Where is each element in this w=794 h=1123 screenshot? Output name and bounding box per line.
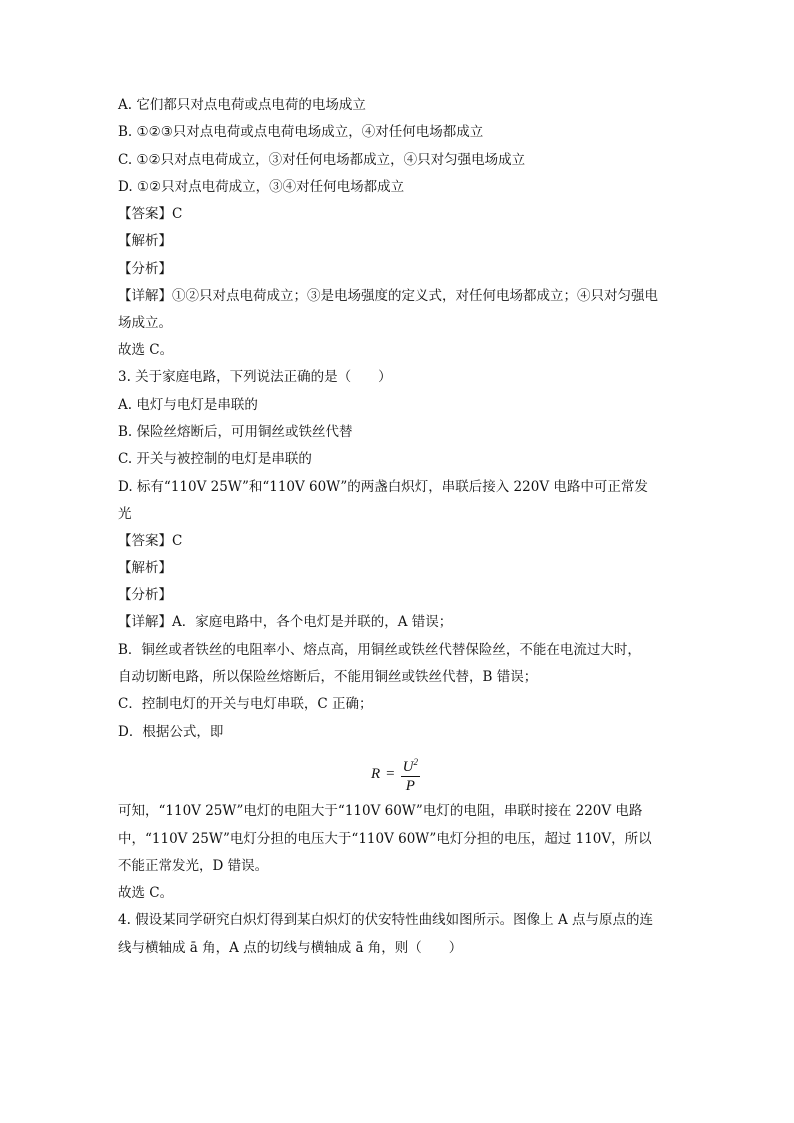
formula-denominator: P	[405, 778, 415, 794]
q2-analysis-heading: 【解析】	[118, 233, 172, 249]
q2-option-b: B. ①②③只对点电荷或点电荷电场成立，④对任何电场都成立	[118, 124, 484, 140]
q2-conclusion: 故选 C。	[118, 342, 174, 358]
power-resistance-formula	[371, 754, 420, 795]
q3-answer: 【答案】C	[118, 533, 183, 549]
q3-option-a: A. 电灯与电灯是串联的	[118, 397, 258, 413]
q3-detail-d-line-2: 可知，“110V 25W”电灯的电阻大于“110V 60W”电灯的电阻，串联时接在 220V 电路	[118, 803, 643, 819]
q3-option-b: B. 保险丝熔断后，可用铜丝或铁丝代替	[118, 424, 353, 440]
q3-detail-b-line-2: 自动切断电路，所以保险丝熔断后，不能用铜丝或铁丝代替，B 错误；	[118, 669, 538, 685]
q2-answer: 【答案】C	[118, 206, 183, 222]
q3-stem: 3. 关于家庭电路，下列说法正确的是（ ）	[118, 369, 392, 385]
q3-detail-b-line-1: B．铜丝或者铁丝的电阻率小、熔点高，用铜丝或铁丝代替保险丝，不能在电流过大时，	[118, 642, 641, 658]
q3-detail-a: 【详解】A．家庭电路中，各个电灯是并联的，A 错误；	[118, 614, 453, 630]
q3-detail-d: D．根据公式，即	[118, 724, 224, 740]
formula-equals: =	[386, 766, 395, 782]
q3-option-d-line-1: D. 标有“110V 25W”和“110V 60W”的两盏白炽灯，串联后接入 220V 电路中可正常发	[118, 479, 648, 495]
q4-stem-line-1: 4. 假设某同学研究白炽灯得到某白炽灯的伏安特性曲线如图所示。图像上 A 点与原点的连	[118, 912, 654, 928]
q3-detail-d-line-3: 中，“110V 25W”电灯分担的电压大于“110V 60W”电灯分担的电压，超过 110V，所以	[118, 831, 652, 847]
q3-fenxi-heading: 【分析】	[118, 587, 172, 603]
q2-fenxi-heading: 【分析】	[118, 261, 172, 277]
q2-detail-line-1: 【详解】①②只对点电荷成立；③是电场强度的定义式，对任何电场都成立；④只对匀强电	[118, 288, 658, 304]
q4-stem-line-2: 线与横轴成 ā 角，A 点的切线与横轴成 ā 角，则（ ）	[118, 940, 463, 956]
formula-lhs: R	[371, 766, 381, 782]
q3-conclusion: 故选 C。	[118, 885, 174, 901]
q2-option-d: D. ①②只对点电荷成立，③④对任何电场都成立	[118, 179, 405, 195]
q2-detail-line-2: 场成立。	[118, 315, 172, 331]
formula-exponent: 2	[413, 757, 418, 767]
q2-option-a: A. 它们都只对点电荷或点电荷的电场成立	[118, 97, 366, 113]
q3-analysis-heading: 【解析】	[118, 560, 172, 576]
q3-detail-c: C．控制电灯的开关与电灯串联，C 正确；	[118, 696, 373, 712]
q3-option-c: C. 开关与被控制的电灯是串联的	[118, 451, 312, 467]
q2-option-c: C. ①②只对点电荷成立，③对任何电场都成立，④只对匀强电场成立	[118, 152, 526, 168]
q3-detail-d-line-4: 不能正常发光，D 错误。	[118, 858, 269, 874]
formula-numerator: $U^2$	[401, 754, 420, 777]
q3-option-d-line-2: 光	[118, 506, 132, 522]
formula-fraction	[401, 754, 420, 795]
